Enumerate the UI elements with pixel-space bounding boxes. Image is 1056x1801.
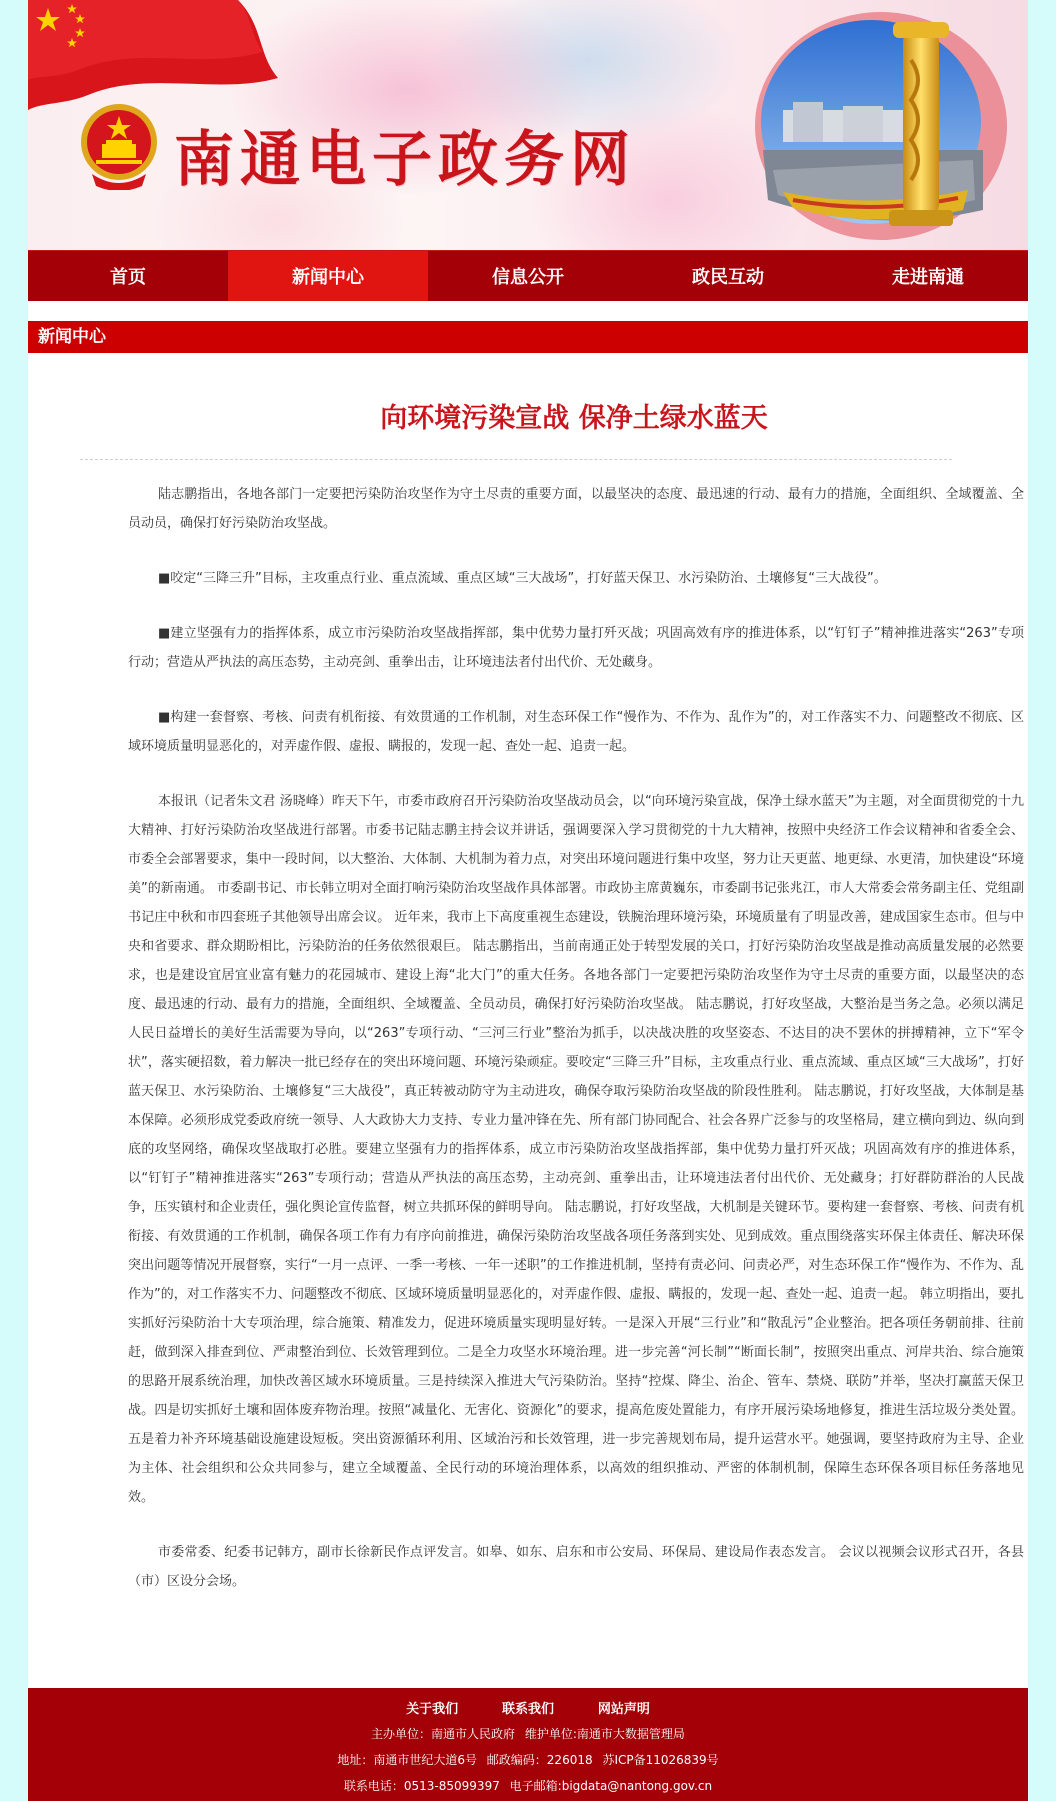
footer-contact-line (28, 1773, 1028, 1799)
article-paragraph: ■构建一套督察、考核、问责有机衔接、有效贯通的工作机制，对生态环保工作“慢作为、不作为、乱作为”的，对工作落实不力、问题整改不彻底、区域环境质量明显恶化的，对弄虚作假、虚报、瞒报的，发现一起、查处一起、追责一起。 (128, 710, 1024, 754)
article-paragraph: ■咬定“三降三升”目标，主攻重点行业、重点流域、重点区域“三大战场”，打好蓝天保卫、水污染防治、土壤修复“三大战役”。 (158, 571, 887, 586)
footer-phone: 联系电话：0513-85099397 (343, 1779, 500, 1793)
city-photo-image (753, 10, 1008, 242)
nav-item-home[interactable]: 首页 (110, 267, 146, 288)
nav-item-about-nantong[interactable]: 走进南通 (892, 267, 964, 288)
section-title-bar: 新闻中心 (28, 321, 1028, 353)
article-paragraph: 市委常委、纪委书记韩方，副市长徐新民作点评发言。如皋、如东、启东和市公安局、环保局、建设局作表态发言。 会议以视频会议形式召开，各县（市）区设分会场。 (128, 1545, 1024, 1589)
footer-email: 电子邮箱:bigdata@nantong.gov.cn (509, 1779, 713, 1793)
header-banner (28, 0, 1028, 250)
main-nav (28, 250, 1028, 301)
article-paragraph: ■建立坚强有力的指挥体系，成立市污染防治攻坚战指挥部，集中优势力量打歼灭战；巩固高效有序的推进体系，以“钉钉子”精神推进落实“263”专项行动；营造从严执法的高压态势，主动亮剑、重拳出击，让环境违法者付出代价、无处藏身。 (128, 626, 1024, 670)
footer-address-line (28, 1747, 1028, 1773)
nav-item-information-disclosure[interactable]: 信息公开 (492, 267, 564, 288)
footer-icp: 苏ICP备11026839号 (602, 1753, 719, 1767)
footer (28, 1688, 1028, 1801)
page (28, 0, 1028, 1801)
article-paragraph: 陆志鹏指出，各地各部门一定要把污染防治攻坚作为守土尽责的重要方面，以最坚决的态度、最迅速的行动、最有力的措施，全面组织、全域覆盖、全员动员，确保打好污染防治攻坚战。 (128, 487, 1024, 531)
red-flag-icon (28, 0, 278, 110)
article-paragraph: 本报讯（记者朱文君 汤晓峰）昨天下午，市委市政府召开污染防治攻坚战动员会，以“向环境污染宣战，保净土绿水蓝天”为主题，对全面贯彻党的十九大精神、打好污染防治攻坚战进行部署。市委书记陆志鹏主持会议并讲话，强调要深入学习贯彻党的十九大精神，按照中央经济工作会议精神和省委全会、市委全会部署要求，集中一段时间，以大整治、大体制、大机制为着力点，对突出环境问题进行集中攻坚，努力让天更蓝、地更绿、水更清，加快建设“环境美”的新南通。 市委副书记、市长韩立明对全面打响污染防治攻坚战作具体部署。市政协主席黄巍东，市委副书记张兆江，市人大常委会常务副主任、党组副书记庄中秋和市四套班子其他领导出席会议。 近年来，我市上下高度重视生态建设，铁腕治理环境污染，环境质量有了明显改善，建成国家生态市。但与中央和省要求、群众期盼相比，污染防治的任务依然很艰巨。 陆志鹏指出，当前南通正处于转型发展的关口，打好污染防治攻坚战是推动高质量发展的必然要求，也是建设宜居宜业富有魅力的花园城市、建设上海“北大门”的重大任务。各地各部门一定要把污染防治攻坚作为守土尽责的重要方面，以最坚决的态度、最迅速的行动、最有力的措施，全面组织、全域覆盖、全员动员，确保打好污染防治攻坚战。 陆志鹏说，打好攻坚战，大整治是当务之急。必须以满足人民日益增长的美好生活需要为导向，以“263”专项行动、“三河三行业”整治为抓手，以决战决胜的攻坚姿态、不达目的决不罢休的拼搏精神，立下“军令状”，落实硬招数，着力解决一批已经存在的突出环境问题、环境污染顽症。要咬定“三降三升”目标，主攻重点行业、重点流域、重点区域“三大战场”，打好蓝天保卫、水污染防治、土壤修复“三大战役”，真正转被动防守为主动进攻，确保夺取污染防治攻坚战的阶段性胜利。 陆志鹏说，打好攻坚战，大体制是基本保障。必须形成党委政府统一领导、人大政协大力支持、专业力量冲锋在先、所有部门协同配合、社会各界广泛参与的攻坚格局，建立横向到边、纵向到底的攻坚网络，确保攻坚战取打必胜。要建立坚强有力的指挥体系，成立市污染防治攻坚战指挥部，集中优势力量打歼灭战；巩固高效有序的推进体系，以“钉钉子”精神推进落实“263”专项行动；营造从严执法的高压态势，主动亮剑、重拳出击，让环境违法者付出代价、无处藏身；打好群防群治的人民战争，压实镇村和企业责任，强化舆论宣传监督，树立共抓环保的鲜明导向。 陆志鹏说，打好攻坚战，大机制是关键环节。要构建一套督察、考核、问责有机衔接、有效贯通的工作机制，确保各项工作有力有序向前推进，确保污染防治攻坚战各项任务落到实处、见到成效。重点围绕落实环保主体责任、解决环保突出问题等情况开展督察，实行“一月一点评、一季一考核、一年一述职”的工作推进机制，坚持有责必问、问责必严，对生态环保工作“慢作为、不作为、乱作为”的，对工作落实不力、问题整改不彻底、区域环境质量明显恶化的，对弄虚作假、虚报、瞒报的，发现一起、查处一起、追责一起。 韩立明指出，要扎实抓好污染防治十大专项治理，综合施策、精准发力，促进环境质量实现明显好转。一是深入开展“三行业”和“散乱污”企业整治。把各项任务朝前排、往前赶，做到深入排查到位、严肃整治到位、长效管理到位。二是全力攻坚水环境治理。进一步完善“河长制”“断面长制”，按照突出重点、河岸共治、综合施策的思路开展系统治理，加快改善区域水环境质量。三是持续深入推进大气污染防治。坚持“控煤、降尘、治企、管车、禁烧、联防”并举，坚决打赢蓝天保卫战。四是切实抓好土壤和固体废弃物治理。按照“减量化、无害化、资源化”的要求，提高危废处置能力，有序开展污染场地修复，推进生活垃圾分类处置。五是着力补齐环境基础设施建设短板。突出资源循环利用、区域治污和长效管理，进一步完善规划布局，提升运营水平。她强调，要坚持政府为主导、企业为主体、社会组织和公众共同参与，建立全域覆盖、全民行动的环境治理体系，以高效的组织推动、严密的体制机制，保障生态环保各项目标任务落地见效。 (128, 794, 1024, 1505)
footer-address: 地址：南通市世纪大道6号 (337, 1753, 477, 1767)
site-title: 南通电子政务网 (174, 125, 636, 195)
footer-maintainer: 维护单位:南通市大数据管理局 (524, 1727, 685, 1741)
nav-item-news-center[interactable]: 新闻中心 (228, 251, 428, 301)
footer-link-about-us[interactable]: 关于我们 (406, 1702, 459, 1717)
footer-postcode: 邮政编码：226018 (486, 1753, 593, 1767)
title-divider (80, 459, 952, 460)
footer-link-contact-us[interactable]: 联系我们 (501, 1702, 554, 1717)
footer-sponsor-line (28, 1721, 1028, 1747)
nav-item-public-interaction[interactable]: 政民互动 (692, 267, 764, 288)
footer-link-site-statement[interactable]: 网站声明 (597, 1702, 650, 1717)
article (28, 399, 1028, 1596)
footer-links (28, 1688, 1028, 1721)
footer-sponsor: 主办单位：南通市人民政府 (371, 1727, 516, 1741)
article-title: 向环境污染宣战 保净土绿水蓝天 (380, 403, 768, 434)
national-emblem-icon (78, 100, 160, 190)
